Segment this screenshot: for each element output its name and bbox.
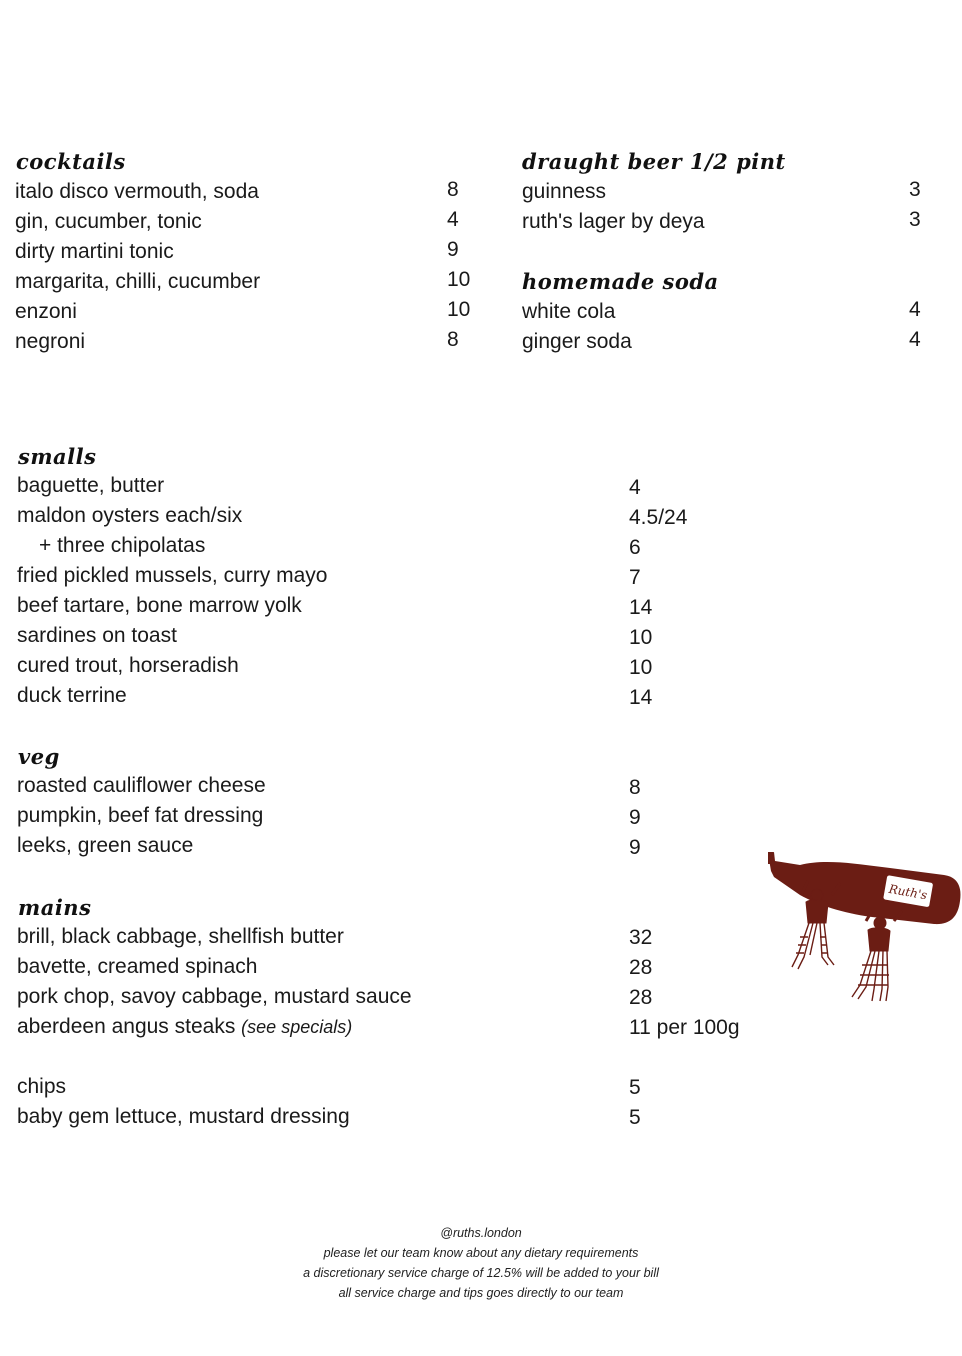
- menu-item-price: 9: [447, 238, 459, 261]
- menu-item-name: bavette, creamed spinach: [17, 955, 258, 978]
- person-right-icon: [852, 911, 902, 1001]
- cocktails-heading: cocktails: [16, 149, 126, 174]
- menu-item-price: 8: [629, 776, 641, 799]
- menu-item-name: baguette, butter: [17, 474, 165, 497]
- draught-beer-heading: draught beer 1/2 pint: [522, 149, 786, 174]
- menu-item-price: 3: [909, 178, 921, 201]
- bottle-carriers-illustration: [762, 845, 962, 1015]
- menu-item-name: negroni: [15, 330, 86, 353]
- menu-item-name: leeks, green sauce: [17, 834, 194, 857]
- menu-item-price: 6: [629, 536, 641, 559]
- menu-item-price: 4: [629, 476, 641, 499]
- menu-item-price: 8: [447, 178, 459, 201]
- menu-item-price: 4.5/24: [629, 506, 688, 529]
- menu-item-price: 14: [629, 596, 653, 619]
- menu-item-price: 14: [629, 686, 653, 709]
- menu-item-name: fried pickled mussels, curry mayo: [17, 564, 328, 587]
- menu-item-name: + three chipolatas: [39, 534, 206, 557]
- menu-item-name: brill, black cabbage, shellfish butter: [17, 925, 344, 948]
- homemade-soda-heading: homemade soda: [522, 269, 719, 294]
- menu-item-price: 5: [629, 1076, 641, 1099]
- dietary-note: please let our team know about any dietary requirements: [323, 1246, 639, 1260]
- menu-item-price: 10: [629, 656, 653, 679]
- menu-item-name: sardines on toast: [17, 624, 177, 647]
- menu-item-name: beef tartare, bone marrow yolk: [17, 594, 302, 617]
- menu-item-price: 10: [629, 626, 653, 649]
- service-charge-note: a discretionary service charge of 12.5% will be added to your bill: [303, 1266, 659, 1280]
- bottle-icon: [768, 852, 960, 924]
- menu-item-name: pumpkin, beef fat dressing: [17, 804, 264, 827]
- menu-item-name: guinness: [522, 180, 607, 203]
- menu-item-price: 4: [909, 328, 921, 351]
- menu-item-name: baby gem lettuce, mustard dressing: [17, 1105, 350, 1128]
- bottle-label: Ruth's: [887, 881, 929, 903]
- menu-item-price: 28: [629, 956, 653, 979]
- menu-item-name: ruth's lager by deya: [522, 210, 705, 233]
- menu-item-price: 10: [447, 268, 471, 291]
- menu-item-name: dirty martini tonic: [15, 240, 174, 263]
- menu-item-name: roasted cauliflower cheese: [17, 774, 266, 797]
- veg-heading: veg: [18, 744, 60, 769]
- menu-item-price: 8: [447, 328, 459, 351]
- menu-item-name: duck terrine: [17, 684, 127, 707]
- menu-item-name: white cola: [522, 300, 616, 323]
- menu-item-price: 10: [447, 298, 471, 321]
- menu-item-name: margarita, chilli, cucumber: [15, 270, 261, 293]
- tips-note: all service charge and tips goes directly to our team: [338, 1286, 624, 1300]
- menu-item-price: 9: [629, 806, 641, 829]
- mains-heading: mains: [18, 895, 92, 920]
- menu-item-price: 7: [629, 566, 641, 589]
- menu-item-name: pork chop, savoy cabbage, mustard sauce: [17, 985, 412, 1008]
- menu-item-name: gin, cucumber, tonic: [15, 210, 202, 233]
- menu-item-name: maldon oysters each/six: [17, 504, 243, 527]
- menu-item-name-text: aberdeen angus steaks: [17, 1015, 236, 1038]
- menu-item-name: enzoni: [15, 300, 77, 323]
- menu-item-price: 9: [629, 836, 641, 859]
- menu-item-price: 3: [909, 208, 921, 231]
- menu-item-price: 28: [629, 986, 653, 1009]
- menu-item-name: chips: [17, 1075, 67, 1098]
- menu-item-name: cured trout, horseradish: [17, 654, 239, 677]
- menu-item-name: italo disco vermouth, soda: [15, 180, 259, 203]
- menu-item-price: 4: [909, 298, 921, 321]
- menu-item-name: [17, 1012, 352, 1042]
- menu-item-name: ginger soda: [522, 330, 632, 353]
- instagram-handle: @ruths.london: [440, 1226, 522, 1240]
- menu-item-price: 4: [447, 208, 459, 231]
- smalls-heading: smalls: [18, 444, 97, 469]
- menu-item-price: 5: [629, 1106, 641, 1129]
- menu-item-price: 32: [629, 926, 653, 949]
- menu-item-price: 11 per 100g: [629, 1016, 740, 1039]
- menu-item-note: (see specials): [241, 1017, 353, 1037]
